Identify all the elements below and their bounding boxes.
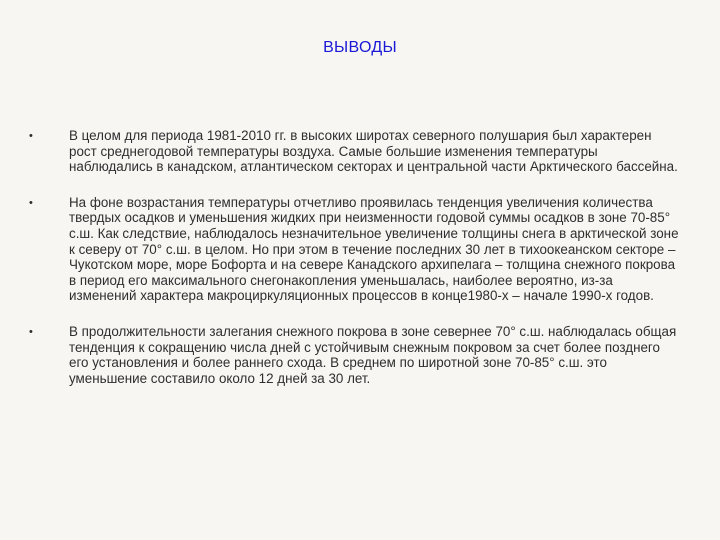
- bullet-icon: •: [29, 130, 33, 142]
- list-item-text: В продолжительности залегания снежного покрова в зоне севернее 70° с.ш. наблюдалась общая тенденция к сокращению числа дней с устойчивым снежным покровом за счет более позднего его установления и более раннего схода. В среднем по широтной зоне 70-85° с.ш. это уменьшение составило около 12 дней за 30 лет.: [69, 323, 677, 386]
- list-item: [0, 195, 720, 304]
- list-item: [0, 324, 720, 386]
- bullet-icon: •: [29, 325, 33, 338]
- list-item-text: На фоне возрастания температуры отчетливо проявилась тенденция увеличения количества твердых осадков и уменьшения жидких при неизменности годовой суммы осадков в зоне 70-85° с.ш. Как следствие, наблюдалось незначительное увеличение толщины снега в арктической зоне к северу от 70° с.ш. в целом. Но при этом в течение последних 30 лет в тихоокеанском секторе – Чукотском море, море Бофорта и на севере Канадского архипелага – толщина снежного покрова в период его максимального снегонакопления уменьшалась, наиболее вероятно, из-за изменений характера макроциркуляционных процессов в конце1980-х – начале 1990-х годов.: [69, 194, 679, 304]
- list-item: [0, 128, 720, 175]
- bullet-icon: •: [29, 196, 33, 209]
- list-item-text: В целом для периода 1981-2010 гг. в высоких широтах северного полушария был характерен рост среднегодовой температуры воздуха. Самые большие изменения температуры наблюдались в канадском, атлантическом секторах и центральной части Арктического бассейна.: [69, 128, 678, 175]
- conclusions-list: [0, 128, 720, 386]
- slide-title: ВЫВОДЫ: [323, 39, 397, 56]
